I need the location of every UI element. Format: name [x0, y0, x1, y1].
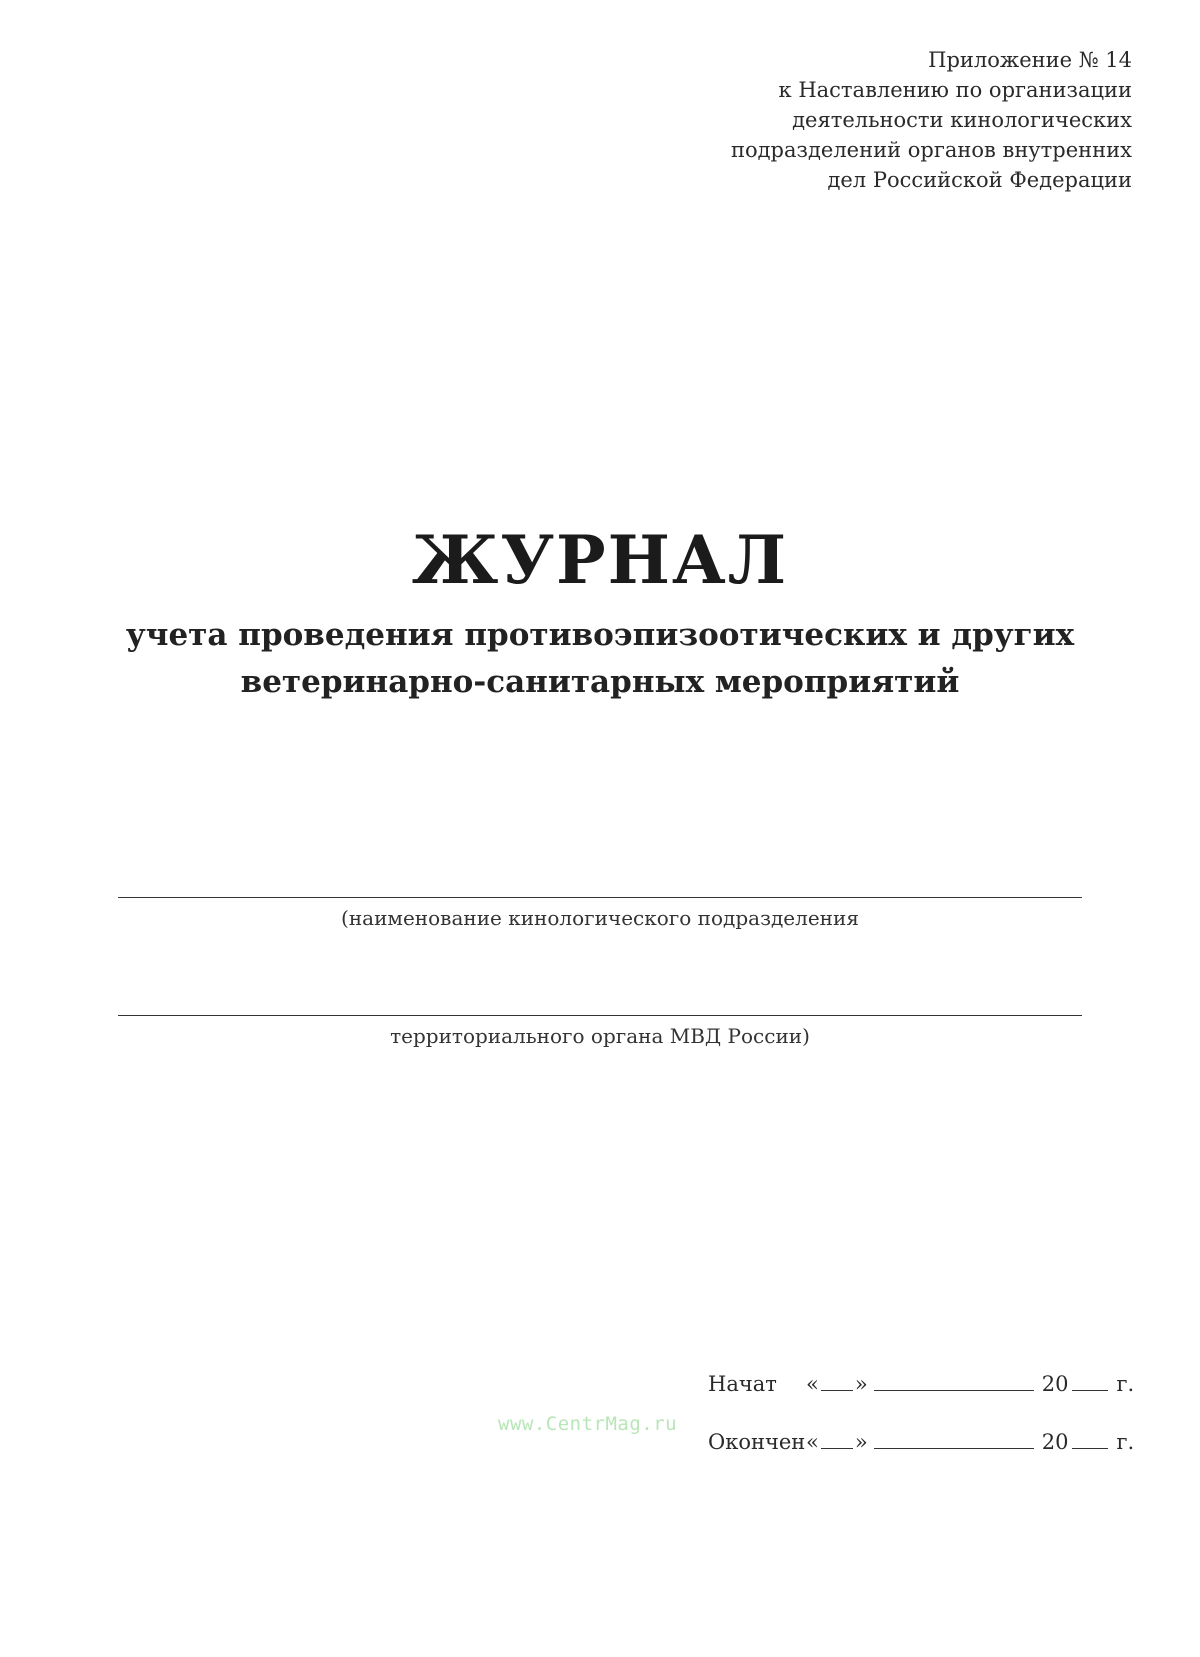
start-day-blank [821, 1372, 853, 1391]
start-date-label: Начат [708, 1372, 777, 1396]
appendix-line: подразделений органов внутренних [730, 138, 1132, 162]
appendix-line: деятельности кинологических [792, 108, 1132, 132]
org-name-caption-1: (наименование кинологического подразделения [341, 906, 859, 930]
end-date-label: Окончен [708, 1430, 806, 1454]
end-date-row [708, 1430, 1134, 1454]
end-day-blank [821, 1430, 853, 1449]
start-date-row [708, 1372, 1134, 1396]
document-title: ЖУРНАЛ [411, 521, 789, 599]
org-name-fill-line-1 [118, 897, 1082, 898]
close-quote: » [854, 1430, 868, 1454]
appendix-line: Приложение № 14 [928, 48, 1132, 72]
year-prefix: 20 [1041, 1430, 1069, 1454]
year-prefix: 20 [1041, 1372, 1069, 1396]
site-watermark: www.CentrMag.ru [498, 1413, 678, 1435]
close-quote: » [854, 1372, 868, 1396]
document-subtitle-line-2: ветеринарно-санитарных мероприятий [240, 664, 960, 700]
start-year-blank [1072, 1372, 1108, 1391]
appendix-note [731, 45, 1132, 195]
year-suffix: г. [1116, 1372, 1135, 1396]
org-name-fill-line-2 [118, 1015, 1082, 1016]
year-suffix: г. [1116, 1430, 1135, 1454]
appendix-line: дел Российской Федерации [827, 168, 1132, 192]
open-quote: « [806, 1372, 819, 1396]
start-month-blank [874, 1372, 1034, 1391]
open-quote: « [806, 1430, 819, 1454]
document-subtitle-line-1: учета проведения противоэпизоотических и других [125, 617, 1075, 653]
end-month-blank [874, 1430, 1034, 1449]
org-name-caption-2: территориального органа МВД России) [390, 1024, 810, 1048]
appendix-line: к Наставлению по организации [778, 78, 1132, 102]
end-year-blank [1072, 1430, 1108, 1449]
